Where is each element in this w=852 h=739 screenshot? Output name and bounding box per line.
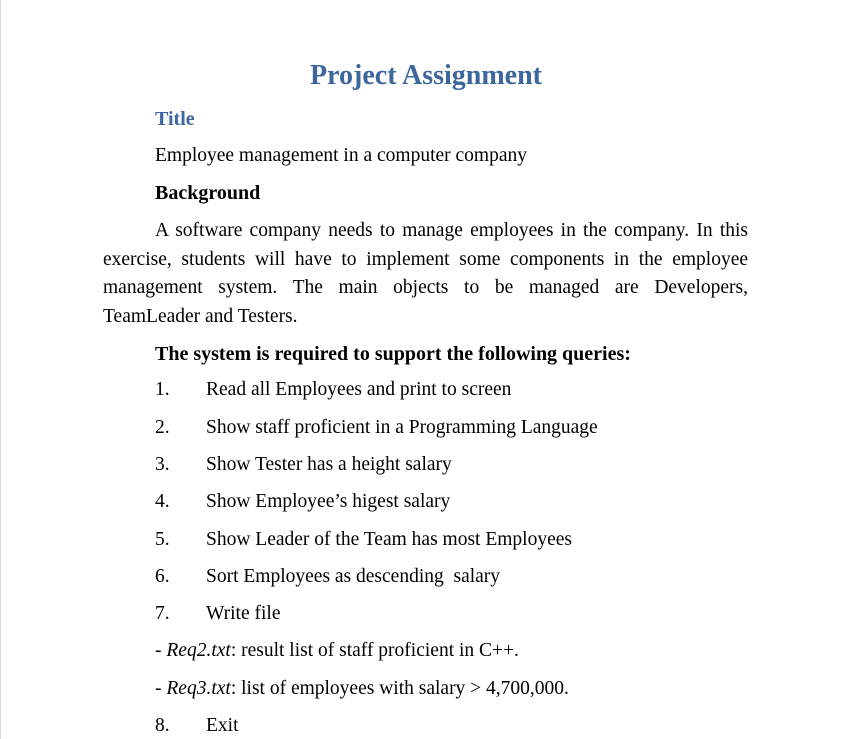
note-filename: Req2.txt [166, 640, 231, 661]
page-title: Project Assignment [310, 60, 542, 91]
query-text: Write file [206, 603, 281, 624]
note-req2 [155, 639, 519, 663]
query-text: Show Employee’s higest salary [206, 491, 451, 512]
query-number: 3. [155, 454, 170, 475]
query-text: Show staff proficient in a Programming Language [206, 417, 598, 438]
query-text: Show Tester has a height salary [206, 454, 452, 475]
exit-text: Exit [206, 715, 239, 736]
background-paragraph: A software company needs to manage employees in the company. In this exercise, students will have to implement some components in the employee management system. The main objects to be managed are Developers, TeamLeader and Testers. [103, 220, 748, 327]
query-number: 4. [155, 491, 170, 512]
note-prefix: - [155, 678, 167, 699]
page-edge [0, 0, 1, 739]
note-filename: Req3.txt [166, 678, 231, 699]
queries-heading: The system is required to support the following queries: [155, 343, 631, 365]
query-text: Show Leader of the Team has most Employees [206, 529, 572, 550]
query-text: Read all Employees and print to screen [206, 379, 512, 400]
query-number: 1. [155, 379, 170, 400]
note-req3 [155, 677, 569, 701]
title-value: Employee management in a computer company [155, 145, 527, 166]
query-number: 5. [155, 529, 170, 550]
title-heading: Title [155, 108, 195, 130]
query-number: 6. [155, 566, 170, 587]
query-text: Sort Employees as descending salary [206, 566, 501, 587]
query-number: 7. [155, 603, 170, 624]
query-number: 2. [155, 417, 170, 438]
note-text: : list of employees with salary > 4,700,000. [230, 678, 569, 699]
exit-number: 8. [155, 715, 170, 736]
note-prefix: - [155, 640, 167, 661]
background-heading: Background [155, 182, 261, 204]
note-text: : result list of staff proficient in C++. [230, 640, 519, 661]
